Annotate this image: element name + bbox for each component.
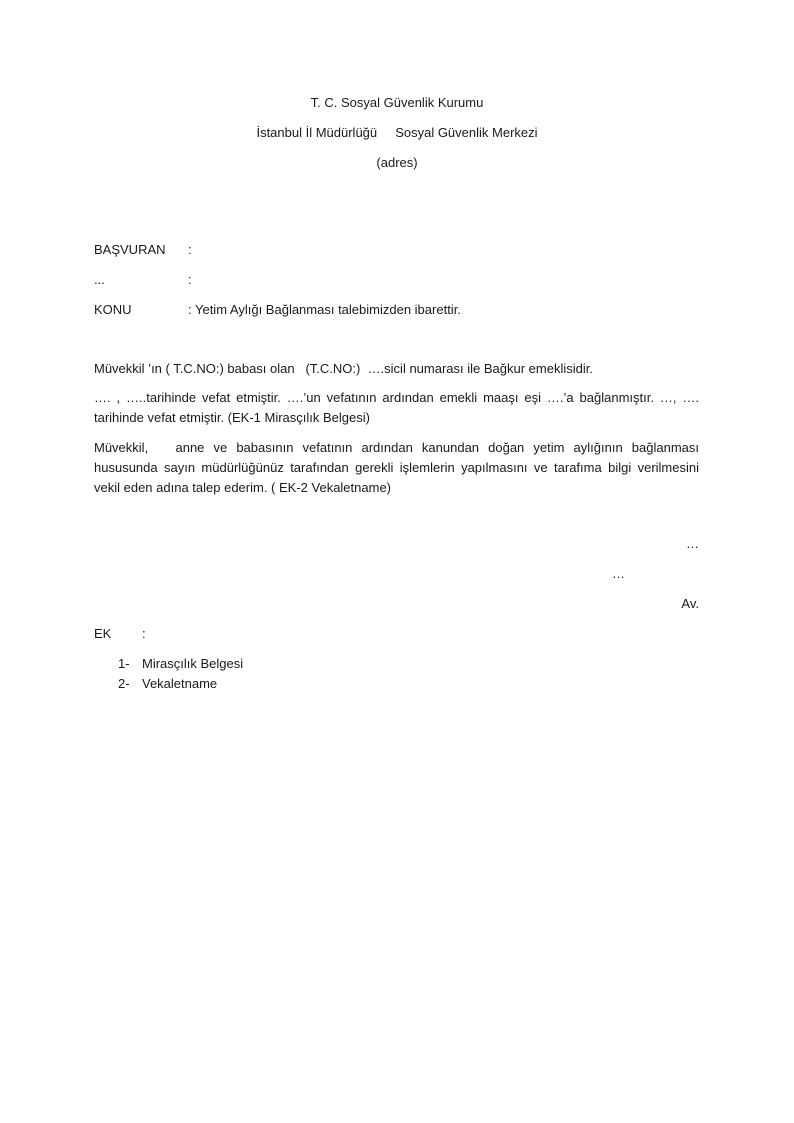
second-field-label: ...: [94, 272, 105, 287]
body-paragraph-3-line-3: vekil eden adına talep ederim. ( EK-2 Vekaletname): [94, 480, 392, 495]
header-office: İstanbul İl Müdürlüğü Sosyal Güvenlik Merkezi: [256, 125, 538, 140]
signature-line-1: …: [686, 536, 699, 551]
subject-value: : Yetim Aylığı Bağlanması talebimizden ibarettir.: [188, 302, 461, 317]
second-field-value: :: [188, 272, 192, 287]
attachment-item-2-number: 2-: [118, 676, 130, 691]
attachments-colon: :: [142, 626, 146, 641]
subject-label: KONU: [94, 302, 132, 317]
body-paragraph-1: Müvekkil ’ın ( T.C.NO:) babası olan (T.C.NO:) ….sicil numarası ile Bağkur emeklisidir.: [94, 361, 593, 376]
body-paragraph-3-line-1: Müvekkil, anne ve babasının vefatının ardından kanundan doğan yetim aylığının bağlanması: [94, 440, 699, 455]
applicant-value: :: [188, 242, 192, 257]
header-institution: T. C. Sosyal Güvenlik Kurumu: [310, 95, 484, 110]
body-paragraph-2-line-1: …. , …..tarihinde vefat etmiştir. ….’un vefatının ardından emekli maaşı eşi ….’a bağlanmıştır. …, ….: [94, 390, 699, 405]
body-paragraph-3: [94, 438, 699, 498]
body-paragraph-2-line-2: tarihinde vefat etmiştir. (EK-1 Mirasçılık Belgesi): [94, 410, 370, 425]
body-paragraph-2: [94, 388, 699, 428]
attachment-item-1-number: 1-: [118, 656, 130, 671]
attachments-label: EK: [94, 626, 112, 641]
header-address: (adres): [376, 155, 418, 170]
attachment-item-2-text: Vekaletname: [142, 676, 218, 691]
signature-attorney: Av.: [681, 596, 699, 611]
attachment-item-1-text: Mirasçılık Belgesi: [142, 656, 244, 671]
body-paragraph-3-line-2: hususunda sayın müdürlüğünüz tarafından gerekli işlemlerin yapılmasını ve tarafıma bilgi verilmesini: [94, 460, 699, 475]
signature-line-2: …: [612, 566, 625, 581]
applicant-label: BAŞVURAN: [94, 242, 166, 257]
